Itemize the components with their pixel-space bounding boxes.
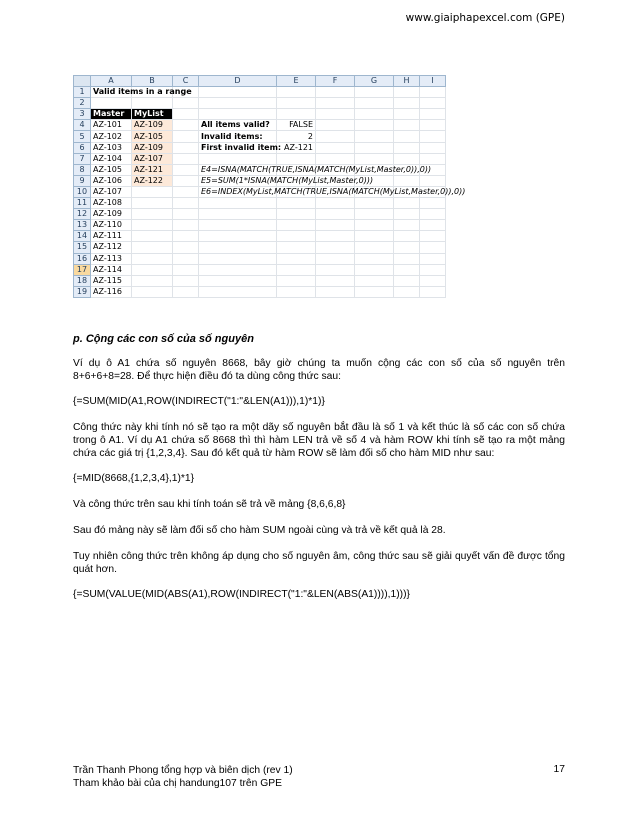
paragraph-result-array: Và công thức trên sau khi tính toán sẽ trả về mảng {8,6,6,8} bbox=[73, 499, 346, 510]
sheet-cell bbox=[420, 142, 446, 153]
paragraph-sum-result: Sau đó mảng này sẽ làm đối số cho hàm SUM ngoài cùng và trả về kết quả là 28. bbox=[73, 525, 446, 536]
sheet-row bbox=[74, 220, 446, 231]
row-header: 1 bbox=[74, 87, 91, 98]
sheet-cell: AZ-102 bbox=[91, 131, 132, 142]
sheet-cell bbox=[132, 242, 173, 253]
sheet-cell bbox=[355, 98, 394, 109]
sheet-cell bbox=[420, 131, 446, 142]
sheet-cell bbox=[199, 231, 277, 242]
sheet-cell bbox=[316, 198, 355, 209]
sheet-cell bbox=[316, 142, 355, 153]
sheet-cell bbox=[420, 87, 446, 98]
sheet-cell bbox=[394, 109, 420, 120]
sheet-cell bbox=[355, 87, 394, 98]
column-header-c: C bbox=[173, 76, 199, 87]
row-header: 16 bbox=[74, 253, 91, 264]
column-header-e: E bbox=[277, 76, 316, 87]
sheet-cell: FALSE bbox=[277, 120, 316, 131]
sheet-cell bbox=[420, 209, 446, 220]
sheet-cell: AZ-114 bbox=[91, 264, 132, 275]
sheet-cell bbox=[199, 264, 277, 275]
row-header: 7 bbox=[74, 153, 91, 164]
sheet-cell bbox=[132, 253, 173, 264]
sheet-cell bbox=[394, 87, 420, 98]
sheet-cell: First invalid item: bbox=[199, 142, 277, 153]
sheet-cell bbox=[355, 275, 394, 286]
sheet-cell bbox=[277, 87, 316, 98]
sheet-cell bbox=[316, 87, 355, 98]
sheet-cell: MyList bbox=[132, 109, 173, 120]
sheet-cell: AZ-109 bbox=[91, 209, 132, 220]
sheet-cell: Master bbox=[91, 109, 132, 120]
sheet-row bbox=[74, 109, 446, 120]
sheet-cell bbox=[316, 264, 355, 275]
sheet-row bbox=[74, 98, 446, 109]
sheet-cell bbox=[316, 98, 355, 109]
column-header-b: B bbox=[132, 76, 173, 87]
sheet-cell: AZ-121 bbox=[132, 164, 173, 175]
sheet-cell bbox=[355, 242, 394, 253]
sheet-cell bbox=[355, 120, 394, 131]
sheet-cell bbox=[420, 231, 446, 242]
sheet-cell bbox=[173, 98, 199, 109]
sheet-cell: E4=ISNA(MATCH(TRUE,ISNA(MATCH(MyList,Master,0)),0)) bbox=[199, 164, 277, 175]
sheet-cell bbox=[173, 131, 199, 142]
sheet-row bbox=[74, 175, 446, 186]
sheet-cell bbox=[420, 198, 446, 209]
sheet-cell: AZ-113 bbox=[91, 253, 132, 264]
sheet-cell bbox=[173, 220, 199, 231]
sheet-cell bbox=[173, 264, 199, 275]
row-header: 8 bbox=[74, 164, 91, 175]
section-title: p. Cộng các con số của số nguyên bbox=[73, 333, 254, 345]
sheet-cell bbox=[173, 275, 199, 286]
sheet-cell bbox=[420, 220, 446, 231]
sheet-cell: 2 bbox=[277, 131, 316, 142]
sheet-cell: AZ-115 bbox=[91, 275, 132, 286]
sheet-cell: AZ-111 bbox=[91, 231, 132, 242]
sheet-row bbox=[74, 198, 446, 209]
sheet-cell bbox=[132, 220, 173, 231]
sheet-cell bbox=[355, 264, 394, 275]
sheet-row bbox=[74, 286, 446, 297]
sheet-cell: AZ-106 bbox=[91, 175, 132, 186]
formula-sum-value-abs: {=SUM(VALUE(MID(ABS(A1),ROW(INDIRECT("1:"&LEN(ABS(A1)))),1)))} bbox=[73, 589, 410, 600]
sheet-row bbox=[74, 87, 446, 98]
sheet-cell bbox=[394, 98, 420, 109]
sheet-cell bbox=[199, 220, 277, 231]
spreadsheet-grid bbox=[73, 75, 466, 298]
sheet-cell bbox=[132, 186, 173, 197]
sheet-cell bbox=[173, 253, 199, 264]
sheet-cell bbox=[132, 264, 173, 275]
sheet-cell: AZ-109 bbox=[132, 142, 173, 153]
sheet-cell: Valid items in a range bbox=[91, 87, 132, 98]
sheet-cell bbox=[355, 220, 394, 231]
sheet-cell bbox=[316, 120, 355, 131]
sheet-row bbox=[74, 264, 446, 275]
sheet-cell bbox=[199, 153, 277, 164]
sheet-cell bbox=[199, 209, 277, 220]
column-header-i: I bbox=[420, 76, 446, 87]
sheet-cell bbox=[199, 109, 277, 120]
row-header: 2 bbox=[74, 98, 91, 109]
sheet-cell bbox=[355, 131, 394, 142]
sheet-row bbox=[74, 164, 446, 175]
row-header: 19 bbox=[74, 286, 91, 297]
sheet-cell: AZ-110 bbox=[91, 220, 132, 231]
sheet-cell bbox=[355, 209, 394, 220]
sheet-row bbox=[74, 242, 446, 253]
column-header-f: F bbox=[316, 76, 355, 87]
sheet-cell bbox=[173, 164, 199, 175]
formula-sum-mid: {=SUM(MID(A1,ROW(INDIRECT("1:"&LEN(A1))),1)*1)} bbox=[73, 396, 325, 407]
sheet-cell bbox=[277, 209, 316, 220]
sheet-cell bbox=[355, 231, 394, 242]
sheet-cell bbox=[316, 253, 355, 264]
paragraph-explanation: Công thức này khi tính nó sẽ tạo ra một dãy số nguyên bắt đầu là số 1 và kết thúc là số các con số chứa trong ô A1. Ví dụ A1 chứa số 8668 thì thì hàm LEN trả về số 4 và hàm ROW khi tính sẽ tạo ra một mảng chứa các giá trị {1,2,3,4}. Sau đó kết quả từ hàm ROW sẽ làm đối số cho hàm MID như sau: bbox=[73, 422, 565, 459]
sheet-cell bbox=[394, 153, 420, 164]
sheet-cell bbox=[132, 198, 173, 209]
sheet-cell: AZ-112 bbox=[91, 242, 132, 253]
sheet-cell: AZ-101 bbox=[91, 120, 132, 131]
sheet-cell bbox=[394, 242, 420, 253]
sheet-row bbox=[74, 209, 446, 220]
row-header: 12 bbox=[74, 209, 91, 220]
sheet-cell: All items valid? bbox=[199, 120, 277, 131]
sheet-cell bbox=[420, 264, 446, 275]
row-header: 15 bbox=[74, 242, 91, 253]
sheet-cell bbox=[394, 286, 420, 297]
sheet-cell bbox=[173, 153, 199, 164]
row-header: 6 bbox=[74, 142, 91, 153]
sheet-cell bbox=[277, 198, 316, 209]
sheet-row bbox=[74, 253, 446, 264]
sheet-cell bbox=[199, 98, 277, 109]
sheet-cell bbox=[173, 286, 199, 297]
sheet-cell bbox=[132, 231, 173, 242]
sheet-row bbox=[74, 275, 446, 286]
sheet-cell: AZ-105 bbox=[91, 164, 132, 175]
sheet-cell bbox=[394, 175, 420, 186]
sheet-cell bbox=[316, 153, 355, 164]
sheet-cell bbox=[420, 109, 446, 120]
sheet-cell bbox=[316, 209, 355, 220]
sheet-cell bbox=[394, 231, 420, 242]
sheet-cell bbox=[394, 131, 420, 142]
sheet-cell bbox=[277, 98, 316, 109]
row-header: 11 bbox=[74, 198, 91, 209]
sheet-cell bbox=[420, 120, 446, 131]
sheet-cell bbox=[394, 142, 420, 153]
sheet-cell bbox=[132, 209, 173, 220]
sheet-cell bbox=[132, 98, 173, 109]
sheet-cell bbox=[173, 109, 199, 120]
row-header: 13 bbox=[74, 220, 91, 231]
sheet-cell: AZ-103 bbox=[91, 142, 132, 153]
sheet-cell bbox=[394, 120, 420, 131]
sheet-cell: AZ-107 bbox=[91, 186, 132, 197]
sheet-cell bbox=[316, 286, 355, 297]
sheet-cell: AZ-105 bbox=[132, 131, 173, 142]
sheet-cell bbox=[277, 275, 316, 286]
sheet-cell: AZ-104 bbox=[91, 153, 132, 164]
sheet-cell bbox=[420, 98, 446, 109]
sheet-cell bbox=[199, 253, 277, 264]
sheet-cell bbox=[277, 286, 316, 297]
sheet-row bbox=[74, 120, 446, 131]
row-header: 9 bbox=[74, 175, 91, 186]
spreadsheet-image bbox=[73, 75, 466, 298]
sheet-cell bbox=[91, 98, 132, 109]
row-header: 10 bbox=[74, 186, 91, 197]
sheet-cell bbox=[355, 286, 394, 297]
sheet-cell: AZ-121 bbox=[277, 142, 316, 153]
sheet-cell bbox=[199, 87, 277, 98]
sheet-cell bbox=[420, 175, 446, 186]
sheet-cell bbox=[394, 275, 420, 286]
paragraph-negative-note: Tuy nhiên công thức trên không áp dụng cho số nguyên âm, công thức sau sẽ giải quyết vấn đề được tổng quát hơn. bbox=[73, 551, 565, 575]
sheet-cell bbox=[394, 220, 420, 231]
sheet-cell bbox=[355, 253, 394, 264]
sheet-cell: AZ-107 bbox=[132, 153, 173, 164]
sheet-cell bbox=[199, 198, 277, 209]
sheet-cell bbox=[277, 264, 316, 275]
sheet-cell: AZ-122 bbox=[132, 175, 173, 186]
sheet-cell bbox=[355, 198, 394, 209]
sheet-cell bbox=[173, 198, 199, 209]
formula-mid-array: {=MID(8668,{1,2,3,4},1)*1} bbox=[73, 473, 195, 484]
sheet-cell: AZ-108 bbox=[91, 198, 132, 209]
sheet-cell bbox=[394, 264, 420, 275]
sheet-cell bbox=[355, 142, 394, 153]
row-header: 4 bbox=[74, 120, 91, 131]
sheet-cell: AZ-109 bbox=[132, 120, 173, 131]
sheet-cell bbox=[316, 131, 355, 142]
sheet-cell bbox=[420, 286, 446, 297]
sheet-cell bbox=[277, 242, 316, 253]
sheet-cell bbox=[420, 253, 446, 264]
sheet-cell bbox=[394, 209, 420, 220]
sheet-cell bbox=[173, 242, 199, 253]
sheet-cell bbox=[132, 275, 173, 286]
row-header: 14 bbox=[74, 231, 91, 242]
sheet-cell bbox=[173, 175, 199, 186]
sheet-cell bbox=[199, 242, 277, 253]
sheet-cell bbox=[199, 275, 277, 286]
sheet-cell bbox=[277, 231, 316, 242]
row-header: 17 bbox=[74, 264, 91, 275]
sheet-cell bbox=[316, 220, 355, 231]
sheet-cell: E5=SUM(1*ISNA(MATCH(MyList,Master,0))) bbox=[199, 175, 277, 186]
column-header-d: D bbox=[199, 76, 277, 87]
sheet-cell bbox=[316, 109, 355, 120]
site-header: www.giaiphapexcel.com (GPE) bbox=[405, 12, 565, 24]
sheet-cell bbox=[199, 286, 277, 297]
select-all-corner bbox=[74, 76, 91, 87]
sheet-cell bbox=[355, 153, 394, 164]
column-header-h: H bbox=[394, 76, 420, 87]
footer-author: Trần Thanh Phong tổng hợp và biên dịch (rev 1) bbox=[73, 765, 293, 776]
row-header: 3 bbox=[74, 109, 91, 120]
sheet-row bbox=[74, 142, 446, 153]
sheet-cell bbox=[420, 153, 446, 164]
sheet-cell bbox=[173, 142, 199, 153]
sheet-row bbox=[74, 186, 446, 197]
sheet-cell bbox=[394, 198, 420, 209]
sheet-cell bbox=[394, 253, 420, 264]
sheet-cell bbox=[277, 220, 316, 231]
sheet-cell bbox=[173, 231, 199, 242]
sheet-cell bbox=[316, 275, 355, 286]
sheet-cell bbox=[420, 242, 446, 253]
sheet-cell bbox=[132, 286, 173, 297]
row-header: 18 bbox=[74, 275, 91, 286]
sheet-cell bbox=[277, 253, 316, 264]
sheet-cell bbox=[355, 109, 394, 120]
paragraph-intro: Ví dụ ô A1 chứa số nguyên 8668, bây giờ chúng ta muốn cộng các con số của số nguyên trên 8+6+6+8=28. Để thực hiện điều đó ta dùng công thức sau: bbox=[73, 358, 565, 382]
column-header-row bbox=[74, 76, 446, 87]
sheet-cell bbox=[173, 186, 199, 197]
footer-credit: Tham khảo bài của chị handung107 trên GPE bbox=[73, 778, 282, 789]
row-header: 5 bbox=[74, 131, 91, 142]
sheet-cell: E6=INDEX(MyList,MATCH(TRUE,ISNA(MATCH(MyList,Master,0)),0)) bbox=[199, 186, 277, 197]
sheet-row bbox=[74, 153, 446, 164]
sheet-row bbox=[74, 231, 446, 242]
sheet-cell bbox=[316, 231, 355, 242]
sheet-cell bbox=[316, 242, 355, 253]
sheet-cell bbox=[277, 109, 316, 120]
column-header-a: A bbox=[91, 76, 132, 87]
column-header-g: G bbox=[355, 76, 394, 87]
sheet-cell: AZ-116 bbox=[91, 286, 132, 297]
sheet-cell bbox=[277, 153, 316, 164]
sheet-cell: Invalid items: bbox=[199, 131, 277, 142]
sheet-cell bbox=[420, 275, 446, 286]
page-number: 17 bbox=[553, 764, 565, 775]
sheet-row bbox=[74, 131, 446, 142]
sheet-cell bbox=[173, 120, 199, 131]
sheet-cell bbox=[173, 209, 199, 220]
